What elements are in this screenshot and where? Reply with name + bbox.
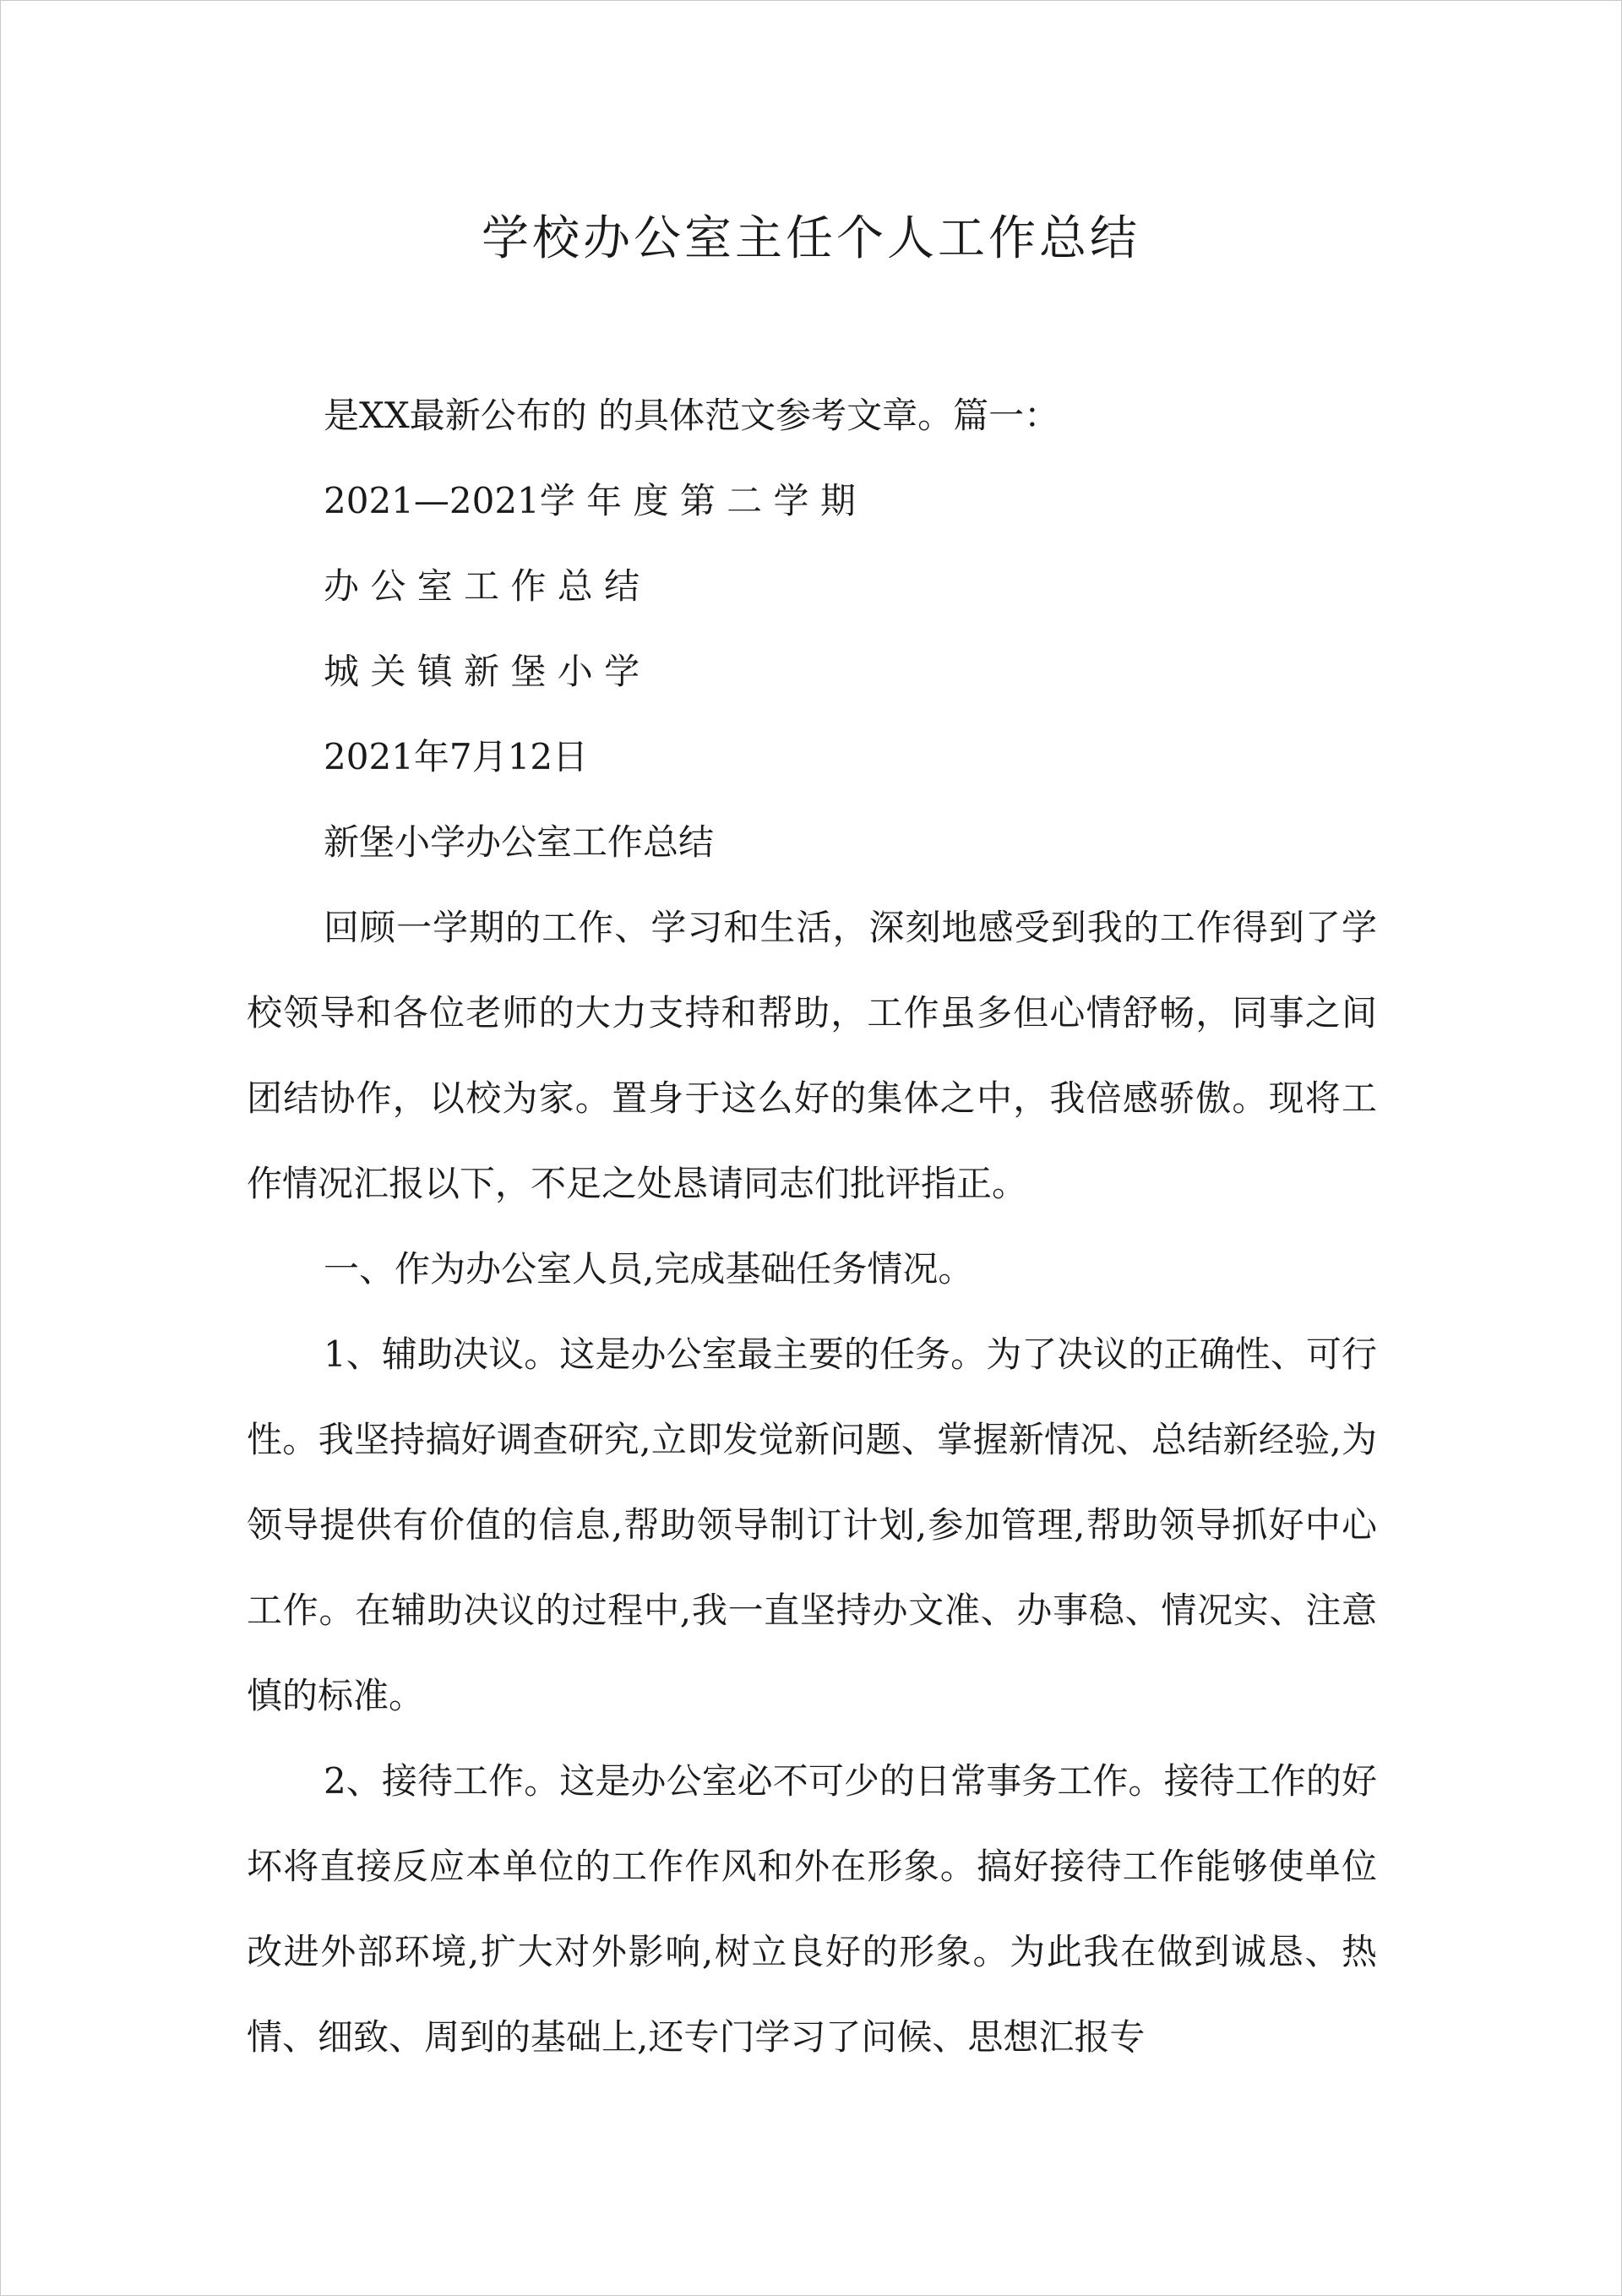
document-body xyxy=(247,373,1377,2080)
report-title-line: 办 公 室 工 作 总 结 xyxy=(324,565,640,607)
date-line: 2021年7月12日 xyxy=(324,736,589,777)
paragraph-decision-support: 1、辅助决议。这是办公室最主要的任务。为了决议的正确性、可行性。我坚持搞好调查研究,立即发觉新问题、掌握新情况、总结新经验,为领导提供有价值的信息,帮助领导制订计划,参加管理,帮助领导抓好中心工作。在辅助决议的过程中,我一直坚持办文准、办事稳、情况实、注意慎的标准。 xyxy=(247,1333,1377,1716)
intro-line: 是XX最新公布的 的具体范文参考文章。篇一： xyxy=(324,395,1060,436)
subtitle-line: 新堡小学办公室工作总结 xyxy=(324,821,715,863)
document-title: 学校办公室主任个人工作总结 xyxy=(482,211,1140,266)
paragraph-reception-work: 2、接待工作。这是办公室必不可少的日常事务工作。接待工作的好坏将直接反应本单位的工作作风和外在形象。搞好接待工作能够使单位改进外部环境,扩大对外影响,树立良好的形象。为此我在做到诚恳、热情、细致、周到的基础上,还专门学习了问候、思想汇报专 xyxy=(247,1760,1377,2058)
paragraph-review: 回顾一学期的工作、学习和生活，深刻地感受到我的工作得到了学校领导和各位老师的大力支持和帮助，工作虽多但心情舒畅，同事之间团结协作，以校为家。置身于这么好的集体之中，我倍感骄傲。现将工作情况汇报以下，不足之处恳请同志们批评指正。 xyxy=(247,907,1377,1204)
semester-line: 2021—2021学 年 度 第 二 学 期 xyxy=(324,480,856,521)
school-name-line: 城 关 镇 新 堡 小 学 xyxy=(324,651,640,692)
section-heading-1: 一、作为办公室人员,完成基础任务情况。 xyxy=(324,1248,974,1290)
